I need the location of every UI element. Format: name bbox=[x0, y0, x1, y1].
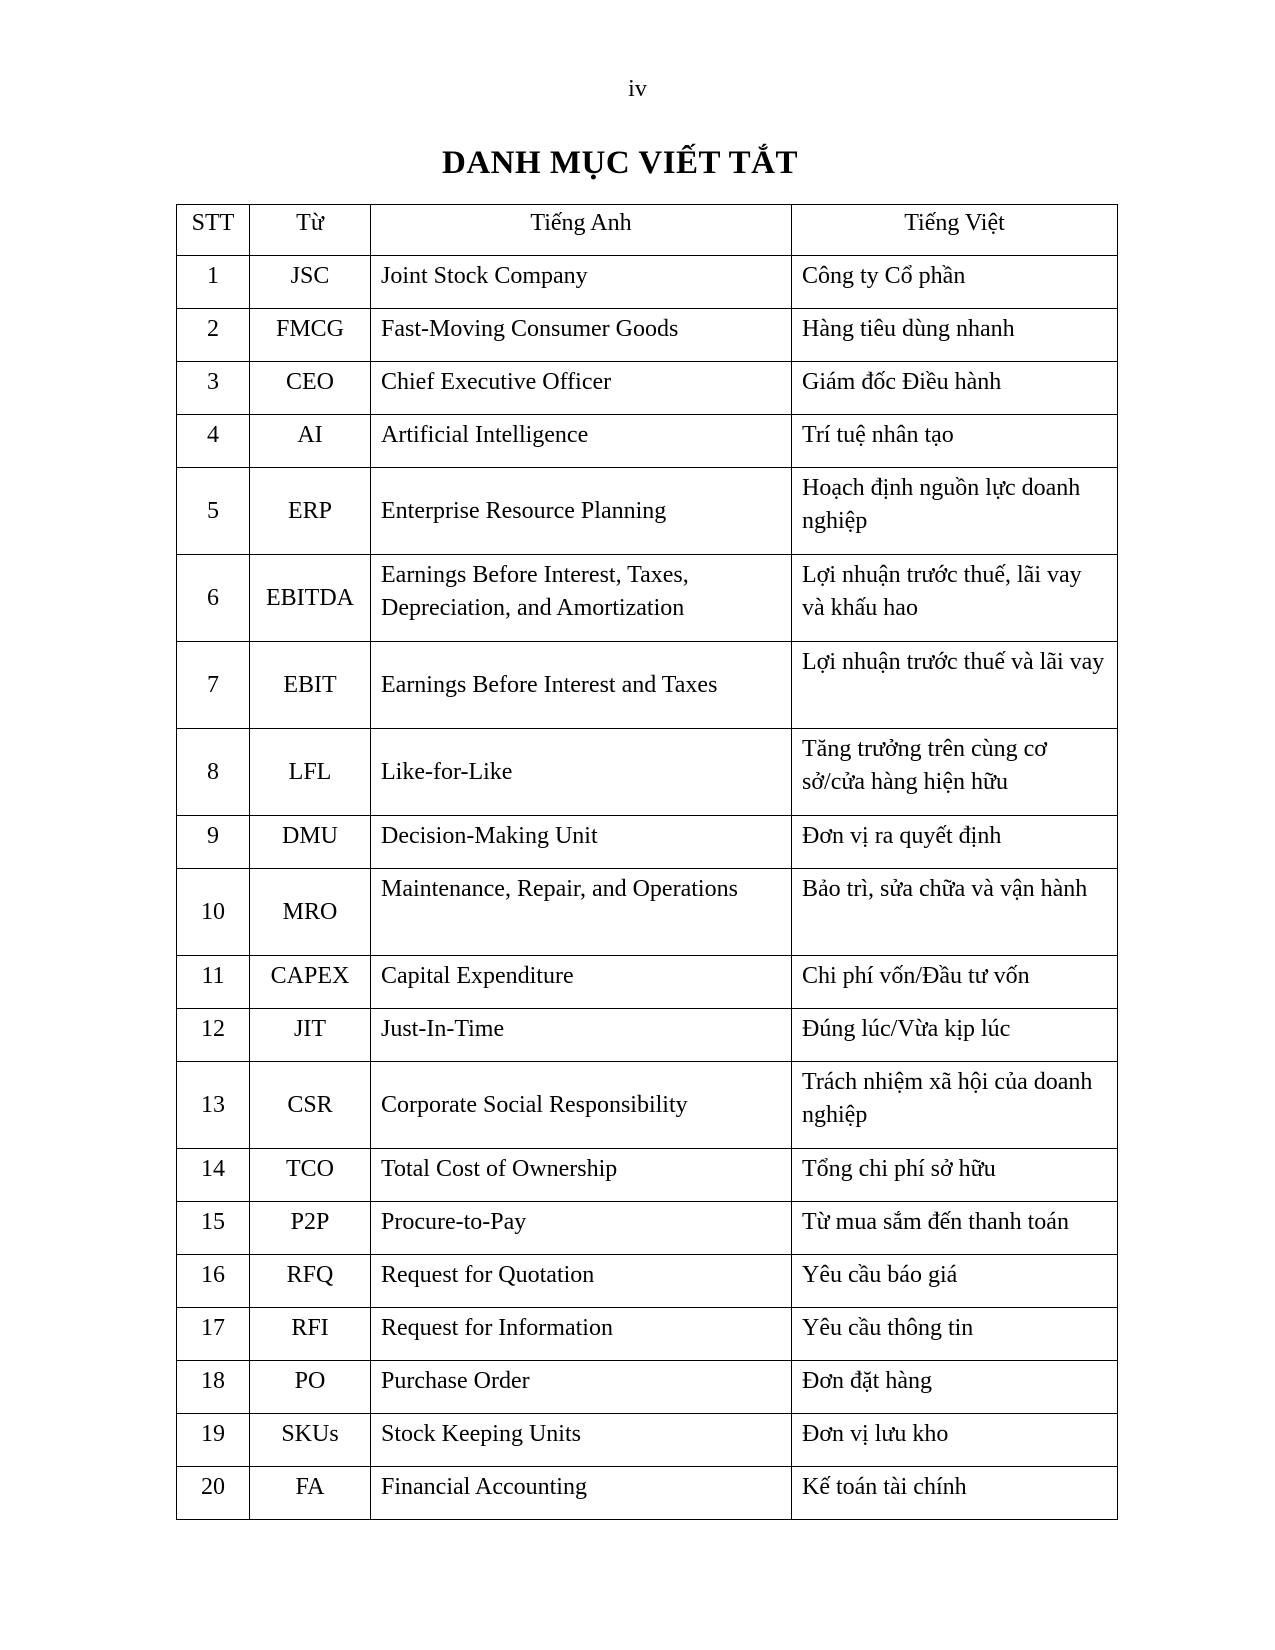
cell-stt: 4 bbox=[177, 415, 250, 468]
cell-stt: 8 bbox=[177, 729, 250, 816]
cell-stt: 10 bbox=[177, 869, 250, 956]
cell-english: Fast-Moving Consumer Goods bbox=[371, 309, 792, 362]
cell-vietnamese: Đúng lúc/Vừa kịp lúc bbox=[792, 1009, 1118, 1062]
document-title: DANH MỤC VIẾT TẮT bbox=[442, 145, 798, 181]
cell-stt: 20 bbox=[177, 1467, 250, 1520]
cell-english: Procure-to-Pay bbox=[371, 1202, 792, 1255]
table-row bbox=[177, 555, 1118, 642]
cell-stt: 6 bbox=[177, 555, 250, 642]
table-row bbox=[177, 816, 1118, 869]
cell-vietnamese: Trách nhiệm xã hội của doanh nghiệp bbox=[792, 1062, 1118, 1149]
cell-vietnamese: Đơn vị ra quyết định bbox=[792, 816, 1118, 869]
cell-abbreviation: PO bbox=[250, 1361, 371, 1414]
header-abbreviation: Từ bbox=[250, 205, 371, 256]
cell-stt: 1 bbox=[177, 256, 250, 309]
cell-abbreviation: SKUs bbox=[250, 1414, 371, 1467]
cell-vietnamese: Đơn vị lưu kho bbox=[792, 1414, 1118, 1467]
cell-stt: 11 bbox=[177, 956, 250, 1009]
cell-abbreviation: JSC bbox=[250, 256, 371, 309]
cell-english: Artificial Intelligence bbox=[371, 415, 792, 468]
cell-vietnamese: Yêu cầu thông tin bbox=[792, 1308, 1118, 1361]
cell-stt: 5 bbox=[177, 468, 250, 555]
cell-stt: 16 bbox=[177, 1255, 250, 1308]
cell-vietnamese: Yêu cầu báo giá bbox=[792, 1255, 1118, 1308]
cell-vietnamese: Hàng tiêu dùng nhanh bbox=[792, 309, 1118, 362]
cell-vietnamese: Lợi nhuận trước thuế và lãi vay bbox=[792, 642, 1118, 729]
table-row bbox=[177, 956, 1118, 1009]
cell-vietnamese: Trí tuệ nhân tạo bbox=[792, 415, 1118, 468]
header-stt: STT bbox=[177, 205, 250, 256]
cell-vietnamese: Tăng trưởng trên cùng cơ sở/cửa hàng hiện hữu bbox=[792, 729, 1118, 816]
cell-stt: 3 bbox=[177, 362, 250, 415]
cell-abbreviation: CSR bbox=[250, 1062, 371, 1149]
cell-stt: 18 bbox=[177, 1361, 250, 1414]
cell-vietnamese: Tổng chi phí sở hữu bbox=[792, 1149, 1118, 1202]
cell-abbreviation: MRO bbox=[250, 869, 371, 956]
cell-abbreviation: EBITDA bbox=[250, 555, 371, 642]
cell-stt: 14 bbox=[177, 1149, 250, 1202]
cell-vietnamese: Từ mua sắm đến thanh toán bbox=[792, 1202, 1118, 1255]
table-row bbox=[177, 1255, 1118, 1308]
cell-english: Joint Stock Company bbox=[371, 256, 792, 309]
cell-abbreviation: DMU bbox=[250, 816, 371, 869]
table-row bbox=[177, 1149, 1118, 1202]
cell-stt: 2 bbox=[177, 309, 250, 362]
table-row bbox=[177, 468, 1118, 555]
cell-vietnamese: Công ty Cổ phần bbox=[792, 256, 1118, 309]
header-vietnamese: Tiếng Việt bbox=[792, 205, 1118, 256]
cell-abbreviation: JIT bbox=[250, 1009, 371, 1062]
cell-abbreviation: LFL bbox=[250, 729, 371, 816]
cell-vietnamese: Bảo trì, sửa chữa và vận hành bbox=[792, 869, 1118, 956]
cell-english: Request for Quotation bbox=[371, 1255, 792, 1308]
cell-stt: 12 bbox=[177, 1009, 250, 1062]
cell-abbreviation: CEO bbox=[250, 362, 371, 415]
table-row bbox=[177, 1414, 1118, 1467]
cell-english: Like-for-Like bbox=[371, 729, 792, 816]
cell-abbreviation: ERP bbox=[250, 468, 371, 555]
table-row bbox=[177, 309, 1118, 362]
cell-stt: 13 bbox=[177, 1062, 250, 1149]
cell-abbreviation: RFQ bbox=[250, 1255, 371, 1308]
table-row bbox=[177, 1308, 1118, 1361]
cell-abbreviation: AI bbox=[250, 415, 371, 468]
cell-stt: 19 bbox=[177, 1414, 250, 1467]
header-english: Tiếng Anh bbox=[371, 205, 792, 256]
cell-english: Earnings Before Interest and Taxes bbox=[371, 642, 792, 729]
table-header-row bbox=[177, 205, 1118, 256]
cell-english: Chief Executive Officer bbox=[371, 362, 792, 415]
cell-english: Capital Expenditure bbox=[371, 956, 792, 1009]
cell-english: Purchase Order bbox=[371, 1361, 792, 1414]
cell-english: Stock Keeping Units bbox=[371, 1414, 792, 1467]
cell-vietnamese: Hoạch định nguồn lực doanh nghiệp bbox=[792, 468, 1118, 555]
table-row bbox=[177, 729, 1118, 816]
table-row bbox=[177, 1009, 1118, 1062]
table-row bbox=[177, 415, 1118, 468]
table-row bbox=[177, 1467, 1118, 1520]
cell-english: Maintenance, Repair, and Operations bbox=[371, 869, 792, 956]
cell-english: Decision-Making Unit bbox=[371, 816, 792, 869]
table-row bbox=[177, 1062, 1118, 1149]
cell-vietnamese: Đơn đặt hàng bbox=[792, 1361, 1118, 1414]
cell-english: Financial Accounting bbox=[371, 1467, 792, 1520]
cell-vietnamese: Chi phí vốn/Đầu tư vốn bbox=[792, 956, 1118, 1009]
cell-stt: 7 bbox=[177, 642, 250, 729]
cell-abbreviation: EBIT bbox=[250, 642, 371, 729]
page-number: iv bbox=[628, 76, 647, 102]
table-row bbox=[177, 1202, 1118, 1255]
cell-english: Total Cost of Ownership bbox=[371, 1149, 792, 1202]
cell-vietnamese: Lợi nhuận trước thuế, lãi vay và khấu hao bbox=[792, 555, 1118, 642]
cell-english: Request for Information bbox=[371, 1308, 792, 1361]
cell-vietnamese: Giám đốc Điều hành bbox=[792, 362, 1118, 415]
table-row bbox=[177, 869, 1118, 956]
cell-english: Enterprise Resource Planning bbox=[371, 468, 792, 555]
table-row bbox=[177, 362, 1118, 415]
table-row bbox=[177, 642, 1118, 729]
cell-abbreviation: TCO bbox=[250, 1149, 371, 1202]
cell-abbreviation: RFI bbox=[250, 1308, 371, 1361]
cell-english: Just-In-Time bbox=[371, 1009, 792, 1062]
cell-stt: 9 bbox=[177, 816, 250, 869]
cell-english: Earnings Before Interest, Taxes, Depreciation, and Amortization bbox=[371, 555, 792, 642]
cell-stt: 15 bbox=[177, 1202, 250, 1255]
cell-stt: 17 bbox=[177, 1308, 250, 1361]
cell-abbreviation: P2P bbox=[250, 1202, 371, 1255]
cell-english: Corporate Social Responsibility bbox=[371, 1062, 792, 1149]
cell-abbreviation: FA bbox=[250, 1467, 371, 1520]
table-row bbox=[177, 256, 1118, 309]
table-row bbox=[177, 1361, 1118, 1414]
table-body bbox=[177, 256, 1118, 1520]
cell-abbreviation: CAPEX bbox=[250, 956, 371, 1009]
cell-vietnamese: Kế toán tài chính bbox=[792, 1467, 1118, 1520]
cell-abbreviation: FMCG bbox=[250, 309, 371, 362]
abbreviation-table bbox=[176, 204, 1118, 1520]
